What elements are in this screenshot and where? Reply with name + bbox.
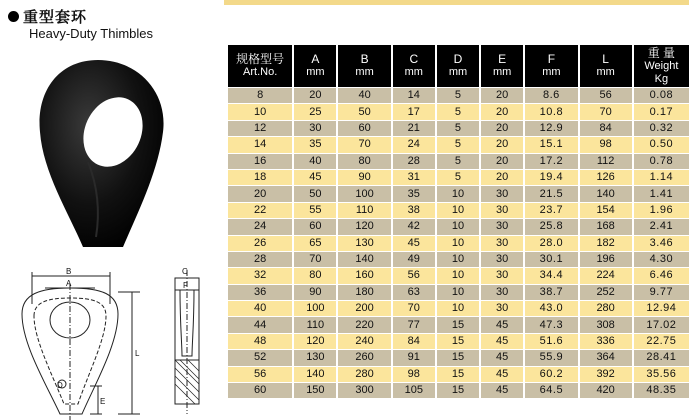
cell-d: 15 — [437, 334, 479, 349]
cell-c: 98 — [393, 367, 435, 382]
cell-f: 17.2 — [525, 154, 577, 169]
dim-label-f: F — [183, 281, 188, 290]
cell-a: 100 — [294, 301, 336, 316]
cell-weight: 0.32 — [634, 121, 689, 136]
column-header-top: 规格型号 — [236, 52, 285, 66]
cell-d: 15 — [437, 317, 479, 332]
table-row — [228, 186, 689, 201]
cell-c: 17 — [393, 104, 435, 119]
cell-c: 91 — [393, 350, 435, 365]
cell-d: 15 — [437, 350, 479, 365]
top-color-strip — [224, 0, 689, 5]
cell-e: 45 — [481, 350, 523, 365]
thimble-photo — [28, 52, 178, 252]
column-header-l — [580, 45, 632, 87]
cell-art-no: 26 — [228, 236, 292, 251]
cell-l: 252 — [580, 285, 632, 300]
column-header-unit: Kg — [654, 72, 669, 85]
cell-d: 10 — [437, 236, 479, 251]
table-row — [228, 104, 689, 119]
cell-b: 220 — [338, 317, 390, 332]
cell-weight: 2.41 — [634, 219, 689, 234]
cell-f: 8.6 — [525, 88, 577, 103]
cell-c: 35 — [393, 186, 435, 201]
cell-c: 42 — [393, 219, 435, 234]
cell-l: 56 — [580, 88, 632, 103]
dim-label-l: L — [135, 349, 140, 358]
cell-art-no: 24 — [228, 219, 292, 234]
specification-table — [226, 44, 689, 399]
cell-art-no: 28 — [228, 252, 292, 267]
cell-l: 168 — [580, 219, 632, 234]
cell-weight: 1.14 — [634, 170, 689, 185]
cell-e: 45 — [481, 317, 523, 332]
cell-e: 30 — [481, 268, 523, 283]
cell-c: 49 — [393, 252, 435, 267]
dim-label-d: D — [57, 381, 63, 390]
cell-weight: 3.46 — [634, 236, 689, 251]
cell-art-no: 8 — [228, 88, 292, 103]
cell-a: 65 — [294, 236, 336, 251]
cell-weight: 17.02 — [634, 317, 689, 332]
cell-e: 45 — [481, 383, 523, 398]
cell-c: 14 — [393, 88, 435, 103]
cell-art-no: 44 — [228, 317, 292, 332]
column-header-top: A — [311, 52, 320, 66]
cell-art-no: 60 — [228, 383, 292, 398]
title-chinese: 重型套环 — [23, 9, 88, 26]
cell-e: 30 — [481, 219, 523, 234]
table-row — [228, 236, 689, 251]
cell-art-no: 52 — [228, 350, 292, 365]
cell-weight: 28.41 — [634, 350, 689, 365]
cell-e: 30 — [481, 301, 523, 316]
table-row — [228, 203, 689, 218]
cell-weight: 4.30 — [634, 252, 689, 267]
cell-l: 280 — [580, 301, 632, 316]
cell-e: 45 — [481, 334, 523, 349]
table-row — [228, 350, 689, 365]
cell-l: 196 — [580, 252, 632, 267]
cell-d: 10 — [437, 268, 479, 283]
column-header-a — [294, 45, 336, 87]
cell-art-no: 16 — [228, 154, 292, 169]
cell-d: 5 — [437, 137, 479, 152]
column-header-bottom: mm — [306, 66, 325, 78]
cell-b: 260 — [338, 350, 390, 365]
cell-d: 15 — [437, 383, 479, 398]
cell-d: 10 — [437, 186, 479, 201]
page-subtitle: Heavy-Duty Thimbles — [29, 26, 154, 41]
dim-label-c: C — [182, 267, 188, 276]
cell-c: 28 — [393, 154, 435, 169]
cell-l: 420 — [580, 383, 632, 398]
cell-b: 140 — [338, 252, 390, 267]
cell-a: 35 — [294, 137, 336, 152]
cell-l: 364 — [580, 350, 632, 365]
cell-c: 63 — [393, 285, 435, 300]
cell-a: 110 — [294, 317, 336, 332]
cell-b: 80 — [338, 154, 390, 169]
cell-b: 130 — [338, 236, 390, 251]
cell-a: 30 — [294, 121, 336, 136]
cell-b: 200 — [338, 301, 390, 316]
cell-f: 10.8 — [525, 104, 577, 119]
cell-b: 280 — [338, 367, 390, 382]
cell-weight: 0.50 — [634, 137, 689, 152]
table-row — [228, 268, 689, 283]
cell-b: 90 — [338, 170, 390, 185]
dim-label-b: B — [66, 267, 72, 276]
table-row — [228, 219, 689, 234]
cell-d: 10 — [437, 219, 479, 234]
cell-b: 120 — [338, 219, 390, 234]
cell-b: 160 — [338, 268, 390, 283]
cell-c: 105 — [393, 383, 435, 398]
cell-e: 30 — [481, 236, 523, 251]
column-header-bottom: mm — [493, 66, 512, 78]
column-header-top: 重 量 — [647, 45, 676, 60]
cell-f: 21.5 — [525, 186, 577, 201]
column-header-top: L — [602, 52, 609, 66]
cell-f: 43.0 — [525, 301, 577, 316]
cell-art-no: 56 — [228, 367, 292, 382]
table-row — [228, 154, 689, 169]
cell-a: 40 — [294, 154, 336, 169]
cell-d: 15 — [437, 367, 479, 382]
cell-l: 112 — [580, 154, 632, 169]
cell-weight: 1.96 — [634, 203, 689, 218]
cell-art-no: 32 — [228, 268, 292, 283]
cell-weight: 1.41 — [634, 186, 689, 201]
cell-f: 38.7 — [525, 285, 577, 300]
table-header-row — [228, 45, 689, 87]
cell-art-no: 40 — [228, 301, 292, 316]
cell-f: 28.0 — [525, 236, 577, 251]
table-row — [228, 88, 689, 103]
column-header-bottom: Art.No. — [243, 66, 278, 78]
column-header-b — [338, 45, 390, 87]
cell-e: 30 — [481, 186, 523, 201]
cell-l: 182 — [580, 236, 632, 251]
cell-a: 80 — [294, 268, 336, 283]
cell-a: 90 — [294, 285, 336, 300]
cell-f: 47.3 — [525, 317, 577, 332]
cell-c: 77 — [393, 317, 435, 332]
cell-art-no: 10 — [228, 104, 292, 119]
cell-f: 55.9 — [525, 350, 577, 365]
cell-f: 19.4 — [525, 170, 577, 185]
cell-f: 23.7 — [525, 203, 577, 218]
cell-art-no: 14 — [228, 137, 292, 152]
bullet-icon — [8, 11, 19, 22]
column-header-f — [525, 45, 577, 87]
cell-b: 70 — [338, 137, 390, 152]
table-row — [228, 367, 689, 382]
column-header-bottom: mm — [448, 66, 468, 78]
cell-weight: 35.56 — [634, 367, 689, 382]
table-row — [228, 301, 689, 316]
cell-e: 20 — [481, 170, 523, 185]
cell-weight: 9.77 — [634, 285, 689, 300]
column-header-bottom: mm — [542, 66, 561, 78]
cell-f: 12.9 — [525, 121, 577, 136]
cell-c: 70 — [393, 301, 435, 316]
cell-a: 130 — [294, 350, 336, 365]
cell-art-no: 36 — [228, 285, 292, 300]
cell-l: 98 — [580, 137, 632, 152]
cell-b: 300 — [338, 383, 390, 398]
cell-a: 120 — [294, 334, 336, 349]
cell-e: 30 — [481, 203, 523, 218]
cell-c: 45 — [393, 236, 435, 251]
column-header-bottom: mm — [355, 66, 374, 78]
cell-weight: 0.78 — [634, 154, 689, 169]
cell-f: 25.8 — [525, 219, 577, 234]
cell-weight: 0.08 — [634, 88, 689, 103]
table-row — [228, 334, 689, 349]
table-row — [228, 383, 689, 398]
column-header-c — [393, 45, 435, 87]
cell-l: 84 — [580, 121, 632, 136]
cell-a: 55 — [294, 203, 336, 218]
column-header-top: D — [453, 52, 463, 66]
cell-l: 154 — [580, 203, 632, 218]
column-header-e — [481, 45, 523, 87]
cell-f: 60.2 — [525, 367, 577, 382]
cell-a: 20 — [294, 88, 336, 103]
table-row — [228, 170, 689, 185]
table-row — [228, 121, 689, 136]
cell-d: 5 — [437, 88, 479, 103]
cell-d: 5 — [437, 104, 479, 119]
cell-d: 10 — [437, 301, 479, 316]
cell-d: 5 — [437, 170, 479, 185]
column-header-art-no — [228, 45, 292, 87]
cell-d: 10 — [437, 203, 479, 218]
cell-d: 5 — [437, 154, 479, 169]
cell-weight: 12.94 — [634, 301, 689, 316]
cell-d: 5 — [437, 121, 479, 136]
column-header-weight — [634, 45, 689, 87]
cell-f: 34.4 — [525, 268, 577, 283]
cell-a: 50 — [294, 186, 336, 201]
cell-b: 100 — [338, 186, 390, 201]
cell-e: 20 — [481, 104, 523, 119]
cell-l: 140 — [580, 186, 632, 201]
cell-e: 20 — [481, 137, 523, 152]
cell-b: 180 — [338, 285, 390, 300]
cell-e: 20 — [481, 121, 523, 136]
cell-e: 20 — [481, 154, 523, 169]
cell-l: 70 — [580, 104, 632, 119]
cell-a: 140 — [294, 367, 336, 382]
cell-b: 240 — [338, 334, 390, 349]
table-row — [228, 317, 689, 332]
cell-art-no: 18 — [228, 170, 292, 185]
dim-label-a: A — [66, 279, 72, 288]
cell-weight: 22.75 — [634, 334, 689, 349]
technical-drawing — [10, 264, 210, 420]
cell-c: 21 — [393, 121, 435, 136]
cell-art-no: 22 — [228, 203, 292, 218]
cell-l: 392 — [580, 367, 632, 382]
column-header-bottom: Weight — [644, 59, 679, 72]
cell-a: 25 — [294, 104, 336, 119]
cell-e: 20 — [481, 88, 523, 103]
cell-l: 126 — [580, 170, 632, 185]
cell-a: 150 — [294, 383, 336, 398]
table-row — [228, 137, 689, 152]
cell-f: 15.1 — [525, 137, 577, 152]
column-header-top: B — [360, 52, 369, 66]
cell-a: 70 — [294, 252, 336, 267]
cell-b: 110 — [338, 203, 390, 218]
column-header-bottom: mm — [404, 66, 423, 78]
cell-art-no: 20 — [228, 186, 292, 201]
page-title — [8, 6, 87, 27]
cell-d: 10 — [437, 285, 479, 300]
cell-b: 60 — [338, 121, 390, 136]
cell-weight: 0.17 — [634, 104, 689, 119]
cell-c: 38 — [393, 203, 435, 218]
cell-c: 56 — [393, 268, 435, 283]
cell-b: 50 — [338, 104, 390, 119]
cell-f: 51.6 — [525, 334, 577, 349]
cell-e: 30 — [481, 285, 523, 300]
cell-art-no: 48 — [228, 334, 292, 349]
cell-b: 40 — [338, 88, 390, 103]
table-row — [228, 285, 689, 300]
cell-l: 224 — [580, 268, 632, 283]
cell-c: 24 — [393, 137, 435, 152]
cell-c: 31 — [393, 170, 435, 185]
cell-a: 45 — [294, 170, 336, 185]
dim-label-e: E — [100, 397, 106, 406]
cell-a: 60 — [294, 219, 336, 234]
cell-c: 84 — [393, 334, 435, 349]
cell-l: 308 — [580, 317, 632, 332]
cell-e: 30 — [481, 252, 523, 267]
cell-f: 30.1 — [525, 252, 577, 267]
column-header-top: E — [498, 52, 507, 66]
cell-art-no: 12 — [228, 121, 292, 136]
cell-e: 45 — [481, 367, 523, 382]
cell-weight: 6.46 — [634, 268, 689, 283]
table-row — [228, 252, 689, 267]
cell-f: 64.5 — [525, 383, 577, 398]
column-header-bottom: mm — [596, 66, 615, 78]
cell-weight: 48.35 — [634, 383, 689, 398]
column-header-d — [437, 45, 479, 87]
column-header-top: C — [409, 52, 419, 66]
column-header-top: F — [547, 52, 556, 66]
cell-l: 336 — [580, 334, 632, 349]
cell-d: 10 — [437, 252, 479, 267]
